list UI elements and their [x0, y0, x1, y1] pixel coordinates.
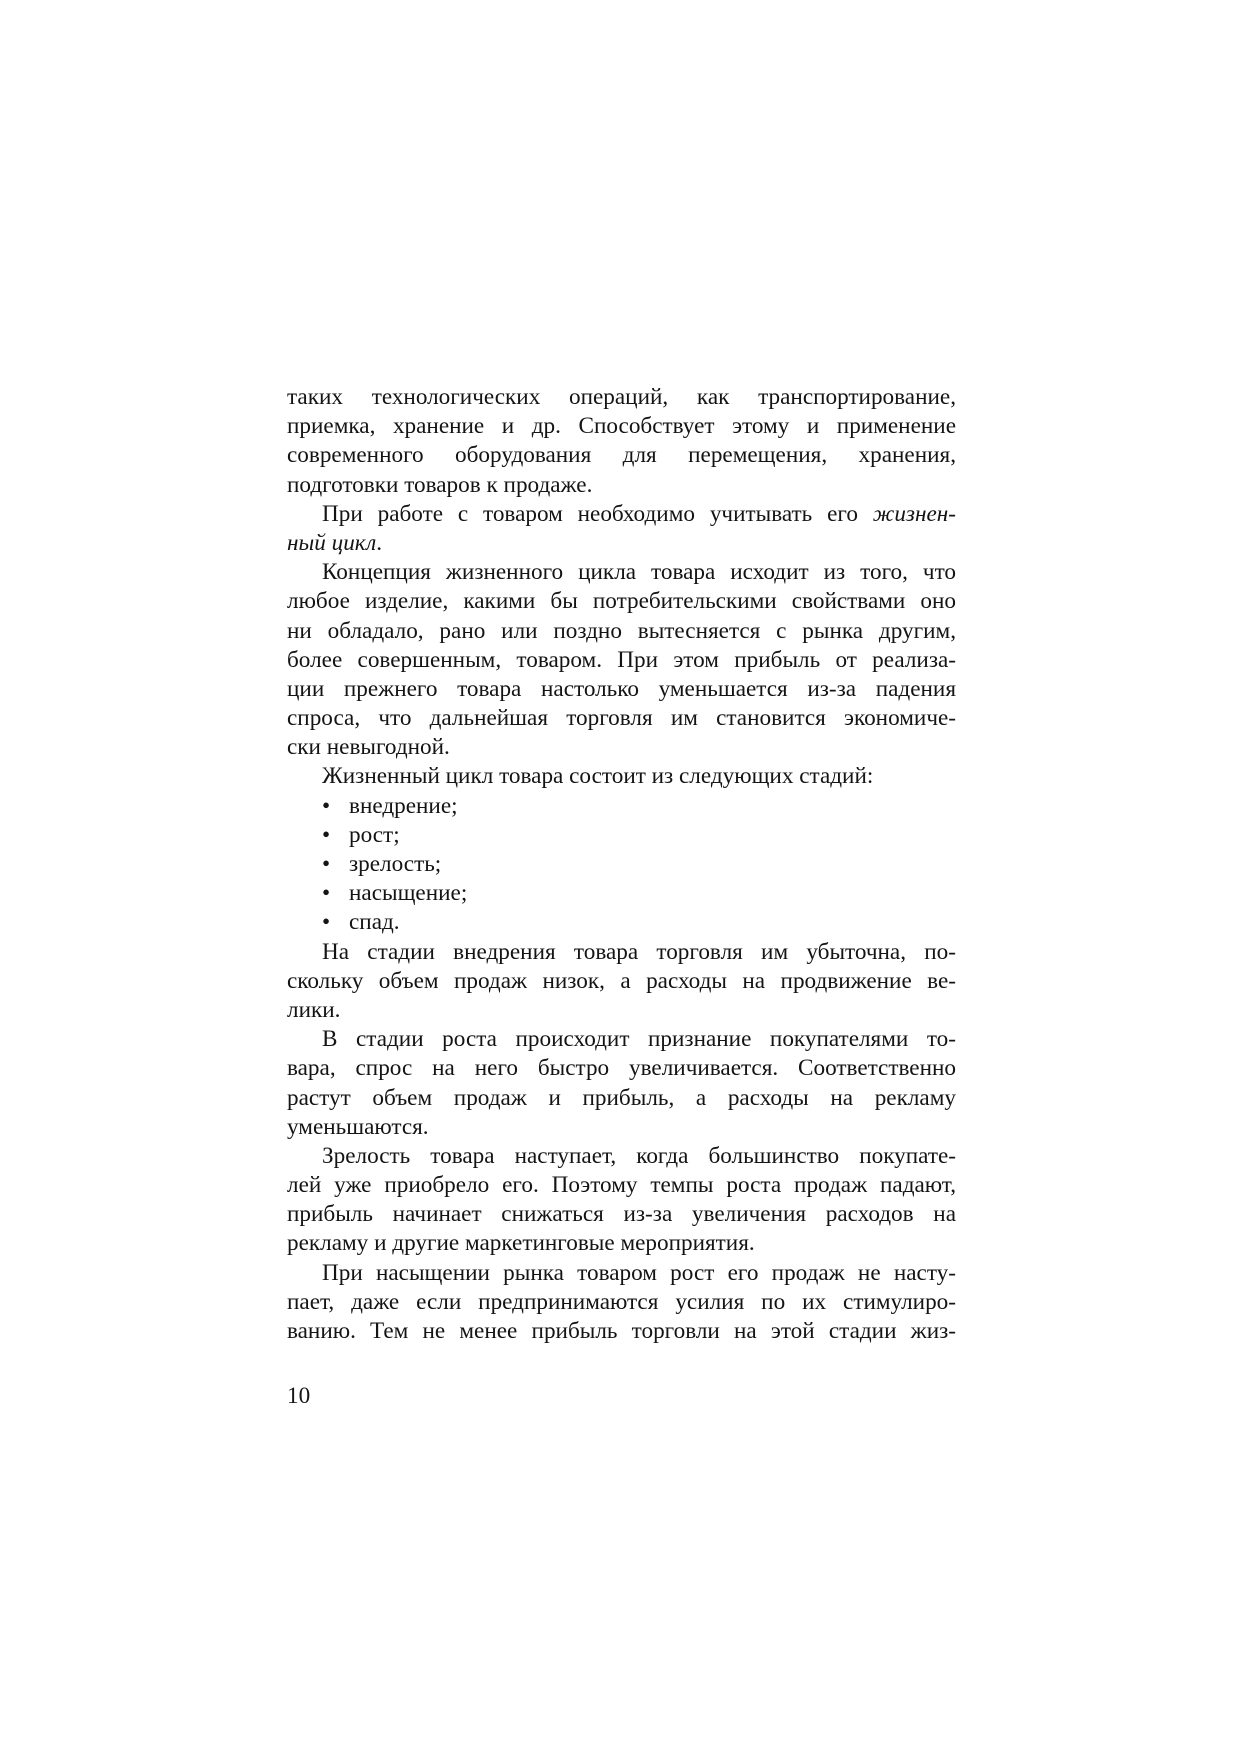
text-line: Жизненный цикл товара состоит из следующих стадий: — [322, 763, 874, 790]
text-line: рекламу и другие маркетинговые мероприятия. — [287, 1230, 755, 1257]
list-item-text: внедрение; — [349, 792, 458, 819]
text-line: прибыль начинает снижаться из-за увеличения расходов на — [287, 1201, 956, 1228]
text-line: растут объем продаж и прибыль, а расходы на рекламу — [287, 1084, 956, 1111]
text-line: любое изделие, какими бы потребительскими свойствами оно — [287, 588, 956, 615]
list-item-text: насыщение; — [349, 880, 468, 907]
list-item — [287, 792, 956, 821]
page-body — [287, 383, 956, 1346]
text-line: таких технологических операций, как транспортирование, — [287, 384, 956, 410]
list-item-text: рост; — [349, 821, 400, 848]
paragraph — [287, 938, 956, 1026]
text-run: При работе с товаром необходимо учитывать его — [322, 500, 873, 527]
text-line: подготовки товаров к продаже. — [287, 471, 593, 498]
list-item-text: зрелость; — [349, 851, 442, 877]
text-line — [287, 529, 956, 558]
text-line: лики. — [287, 996, 341, 1023]
text-line: Зрелость товара наступает, когда большинство покупате- — [322, 1142, 956, 1169]
bullet-icon: • — [322, 792, 331, 819]
text-line: На стадии внедрения товара торговля им убыточна, по- — [322, 938, 956, 965]
text-line: вара, спрос на него быстро увеличивается. Соответственно — [287, 1055, 956, 1082]
page-number: 10 — [287, 1383, 311, 1409]
text-line: скольку объем продаж низок, а расходы на продвижение ве- — [287, 967, 956, 994]
text-line: пает, даже если предпринимаются усилия по их стимулиро- — [287, 1288, 956, 1315]
bullet-list — [287, 792, 956, 938]
italic-term: жизнен- — [872, 500, 956, 527]
italic-term: ный цикл — [287, 529, 377, 556]
paragraph — [287, 1259, 956, 1347]
text-line: уменьшаются. — [287, 1113, 429, 1140]
text-line: ции прежнего товара настолько уменьшается из-за падения — [287, 675, 956, 702]
paragraph — [287, 762, 956, 791]
list-item-text: спад. — [349, 909, 400, 936]
text-line: При насыщении рынка товаром рост его продаж не насту- — [322, 1259, 956, 1286]
text-line: современного оборудования для перемещения, хранения, — [287, 442, 956, 469]
paragraph — [287, 500, 956, 558]
list-item — [287, 908, 956, 937]
paragraph — [287, 383, 956, 500]
text-line: более совершенным, товаром. При этом прибыль от реализа- — [287, 646, 956, 673]
bullet-icon: • — [322, 880, 331, 907]
paragraph — [287, 558, 956, 762]
text-line — [287, 500, 956, 529]
text-line: ни обладало, рано или поздно вытесняется с рынка другим, — [287, 617, 956, 644]
text-line: ски невыгодной. — [287, 734, 450, 761]
text-line: ванию. Тем не менее прибыль торговли на этой стадии жиз- — [287, 1318, 956, 1344]
text-run: . — [376, 529, 383, 556]
list-item — [287, 879, 956, 908]
paragraph — [287, 1025, 956, 1142]
bullet-icon: • — [322, 821, 331, 848]
text-line: Концепция жизненного цикла товара исходит из того, что — [322, 559, 956, 586]
list-item — [287, 850, 956, 879]
text-line: В стадии роста происходит признание покупателями то- — [322, 1026, 956, 1053]
list-item — [287, 821, 956, 850]
text-line: лей уже приобрело его. Поэтому темпы роста продаж падают, — [287, 1172, 956, 1199]
bullet-icon: • — [322, 909, 331, 936]
bullet-icon: • — [322, 851, 331, 877]
paragraph — [287, 1142, 956, 1259]
text-line: спроса, что дальнейшая торговля им становится экономиче- — [287, 705, 956, 732]
text-line: приемка, хранение и др. Способствует этому и применение — [287, 413, 956, 440]
